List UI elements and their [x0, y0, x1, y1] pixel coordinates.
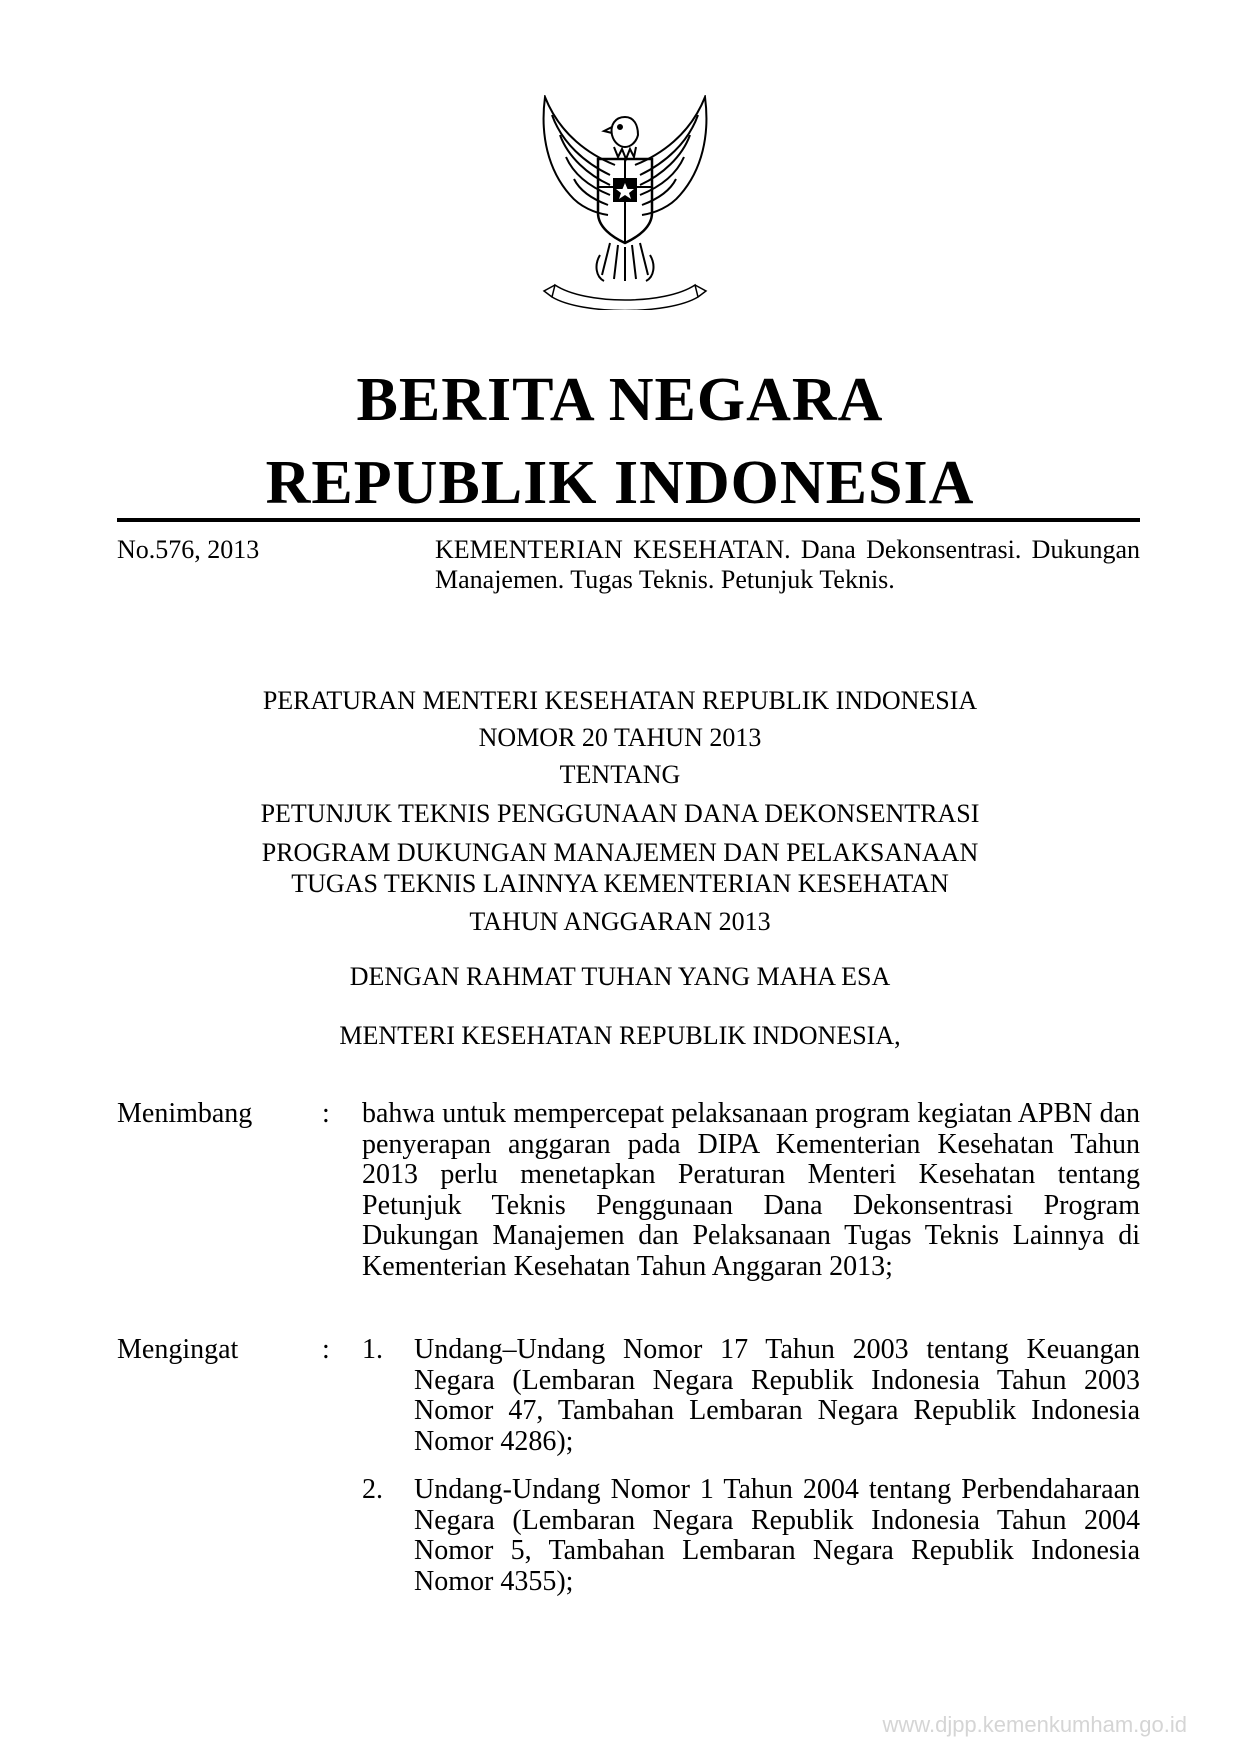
masthead-title-line2: REPUBLIK INDONESIA	[265, 449, 975, 517]
regulation-title-line4: PETUNJUK TEKNIS PENGGUNAAN DANA DEKONSENTRASI	[260, 799, 980, 828]
mengingat-item-text: Undang-Undang Nomor 1 Tahun 2004 tentang Perbendaharaan Negara (Lembaran Negara Republik Indonesia Tahun 2004 Nomor 5, Tambahan Lembaran Negara Republik Indonesia Nomor 4355);	[414, 1474, 1140, 1597]
mengingat-item-number: 1.	[362, 1334, 383, 1365]
menimbang-text: bahwa untuk mempercepat pelaksanaan program kegiatan APBN dan penyerapan anggaran pada DIPA Kementerian Kesehatan Tahun 2013 perlu menetapkan Peraturan Menteri Kesehatan tentang Petunjuk Teknis Penggunaan Dana Dekonsentrasi Program Dukungan Manajemen dan Pelaksanaan Tugas Teknis Lainnya di Kementerian Kesehatan Tahun Anggaran 2013;	[362, 1098, 1140, 1282]
regulation-tentang: TENTANG	[559, 760, 681, 789]
mengingat-item-text: Undang–Undang Nomor 17 Tahun 2003 tentang Keuangan Negara (Lembaran Negara Republik Indonesia Tahun 2003 Nomor 47, Tambahan Lembaran Negara Republik Indonesia Nomor 4286);	[414, 1334, 1140, 1457]
regulation-number: NOMOR 20 TAHUN 2013	[478, 723, 762, 752]
source-url-watermark: www.djpp.kemenkumham.go.id	[882, 1712, 1187, 1737]
mengingat-item-number: 2.	[362, 1474, 383, 1505]
masthead-divider	[117, 518, 1140, 522]
regulation-year: TAHUN ANGGARAN 2013	[469, 907, 771, 936]
mengingat-label: Mengingat	[117, 1334, 239, 1365]
masthead-title-line1: BERITA NEGARA	[356, 366, 884, 434]
regulation-title-line5: PROGRAM DUKUNGAN MANAJEMEN DAN PELAKSANAAN	[261, 838, 979, 867]
issuer-line: MENTERI KESEHATAN REPUBLIK INDONESIA,	[339, 1021, 901, 1050]
mengingat-colon: :	[322, 1334, 330, 1365]
blessing-line: DENGAN RAHMAT TUHAN YANG MAHA ESA	[349, 962, 891, 991]
garuda-emblem-icon	[530, 95, 720, 310]
regulation-title-line1: PERATURAN MENTERI KESEHATAN REPUBLIK INDONESIA	[262, 686, 978, 715]
menimbang-label: Menimbang	[117, 1098, 253, 1129]
gazette-subject: KEMENTERIAN KESEHATAN. Dana Dekonsentrasi. Dukungan Manajemen. Tugas Teknis. Petunjuk Teknis.	[435, 535, 1140, 594]
menimbang-colon: :	[322, 1098, 330, 1129]
regulation-title-line6: TUGAS TEKNIS LAINNYA KEMENTERIAN KESEHATAN	[291, 869, 949, 898]
gazette-number: No.576, 2013	[117, 535, 260, 564]
